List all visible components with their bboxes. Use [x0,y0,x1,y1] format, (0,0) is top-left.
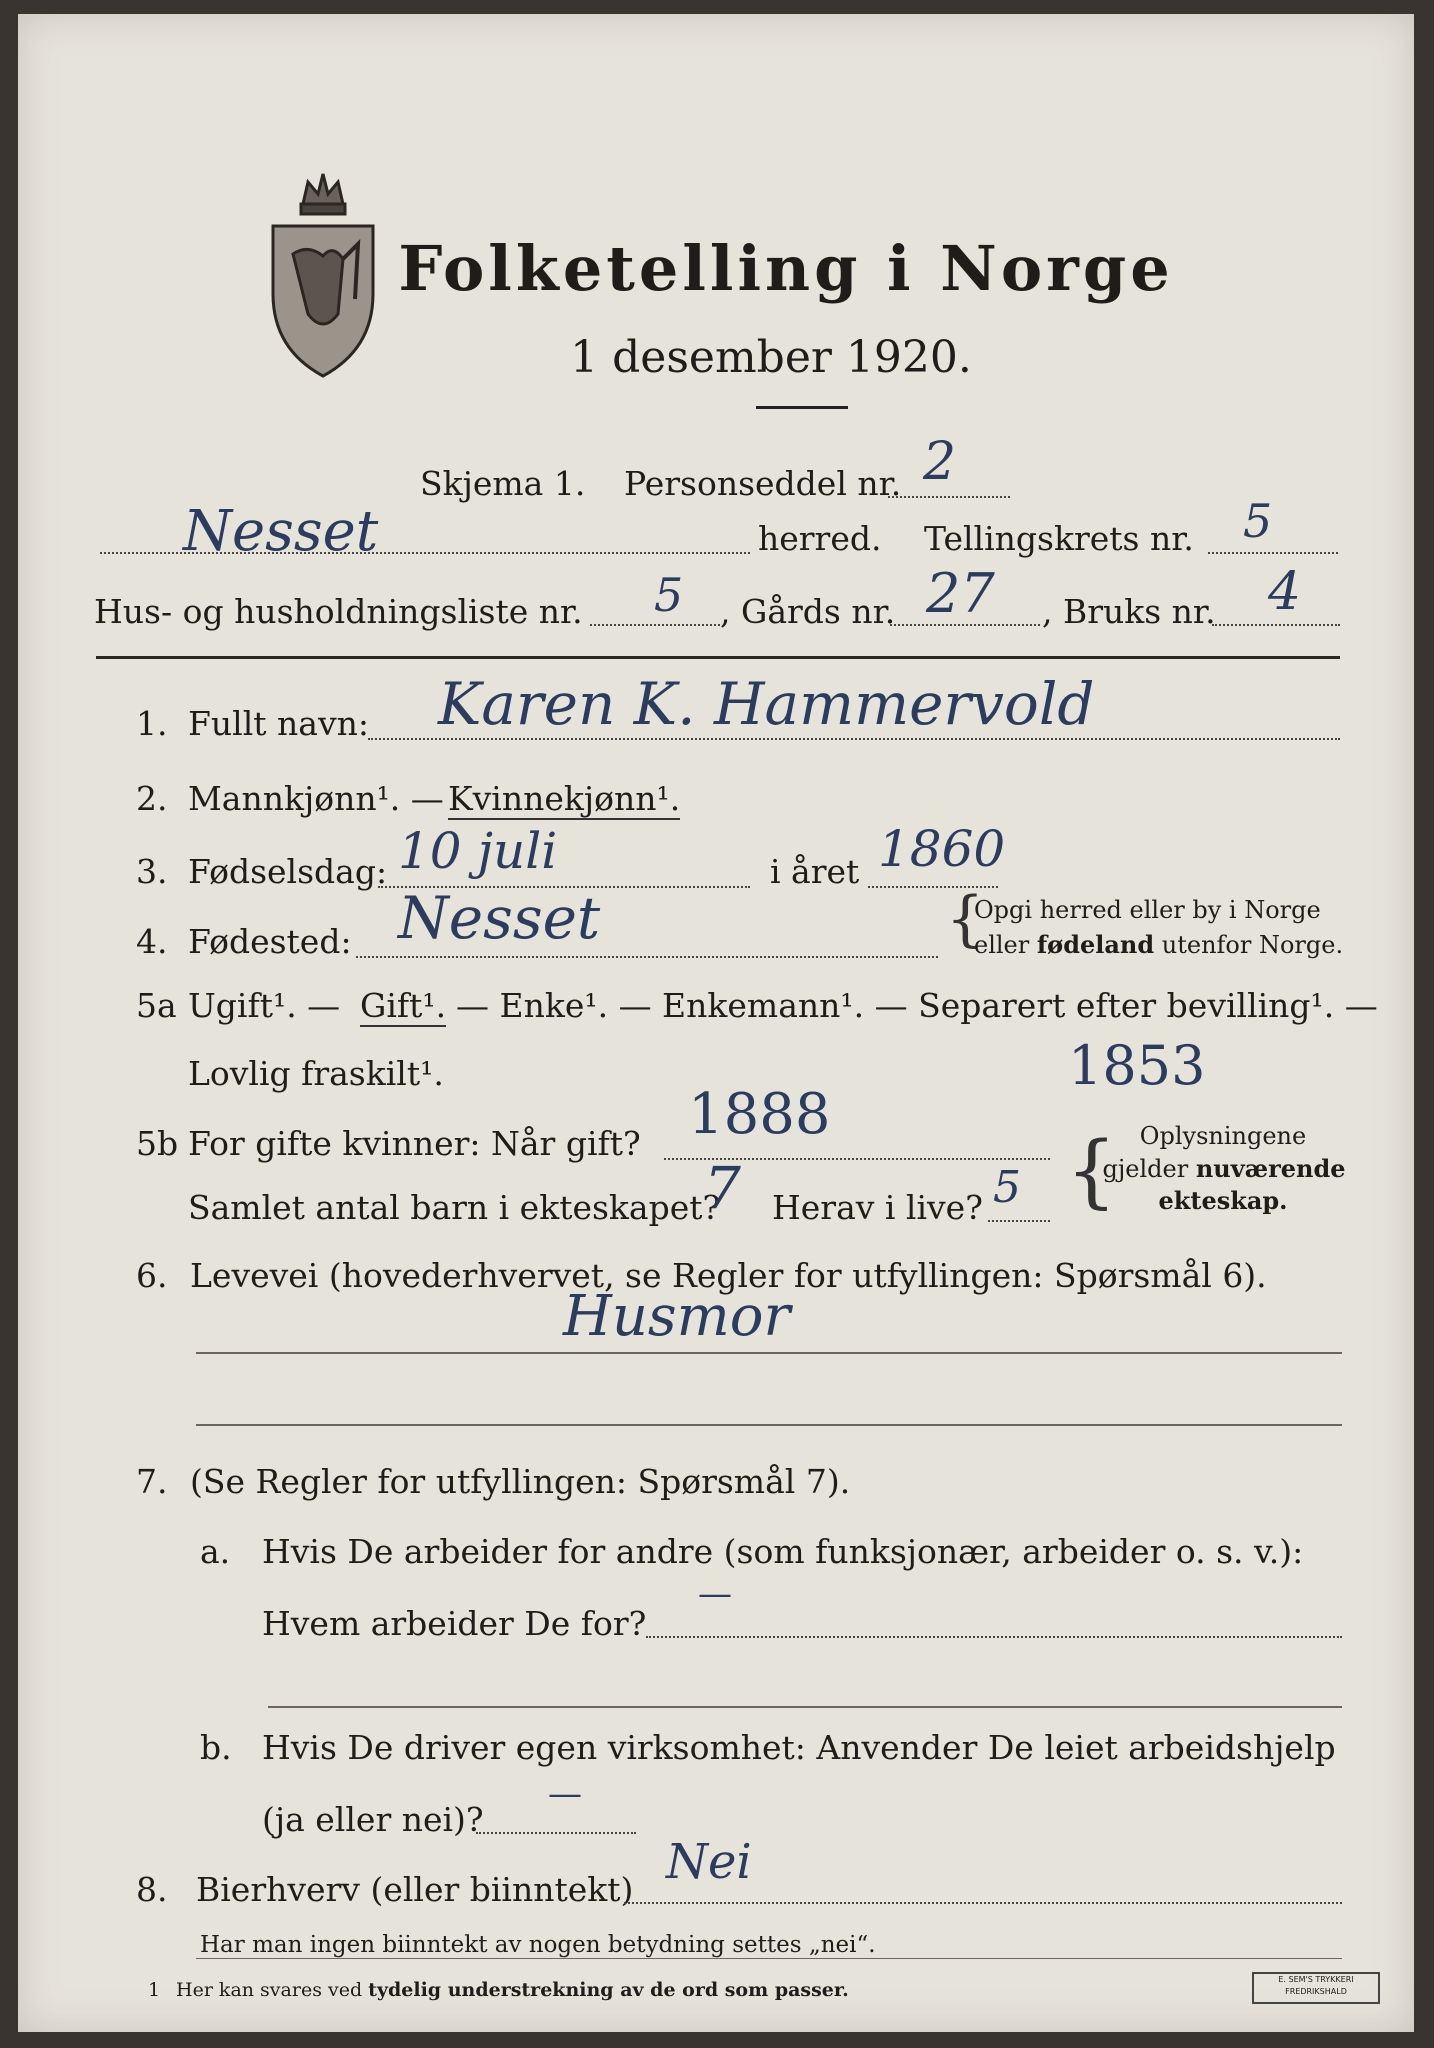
printer-stamp: E. SEM'S TRYKKERI FREDRIKSHALD [1252,1972,1380,2004]
q5a-number: 5a [136,986,177,1025]
bruks-label: , Bruks nr. [1042,592,1216,631]
q4-label: Fødested: [188,922,352,961]
q5b-label: For gifte kvinner: Når gift? [188,1124,641,1163]
q7a-letter: a. [200,1532,231,1571]
q7a-sub-label: Hvem arbeider De for? [262,1604,647,1643]
q5b-number: 5b [136,1124,179,1163]
header-rule [96,656,1340,659]
margin-note-value: 1853 [1068,1034,1206,1097]
q5b-note-line1: Oplysningene [1139,1122,1307,1150]
employer-value[interactable]: — [698,1574,732,1614]
side-income-value[interactable]: Nei [666,1834,752,1890]
birthplace-value[interactable]: Nesset [398,884,601,952]
married-year-value[interactable]: 1888 [688,1082,831,1147]
gards-value[interactable]: 27 [926,562,995,625]
q6-number: 6. [136,1256,168,1295]
q4-number: 4. [136,922,168,961]
hus-value[interactable]: 5 [654,568,684,622]
q1-number: 1. [136,704,168,743]
gift-option-underlined[interactable]: Gift¹. [360,986,447,1025]
alive-value[interactable]: 5 [993,1162,1021,1213]
q7-number: 7. [136,1462,168,1501]
gards-label: , Gårds nr. [720,592,896,631]
female-option-underlined[interactable]: Kvinnekjønn¹. [448,779,681,818]
skjema-label: Skjema 1. [420,464,586,503]
personseddel-value[interactable]: 2 [923,432,957,492]
census-form-sheet: Folketelling i Norge 1 desember 1920. Skjema 1. Personseddel nr. 2 Nesset herred. Tellingskrets nr. 5 Hus- og husholdningsliste nr. 5 , Gårds nr. 27 , Bruks nr. 4 1. Fullt navn: Karen K. Hammervold 2. Mannkjønn¹. — Kvinnekjønn¹. 3. Fødselsdag: 10 juli i året 1860 4. Fødested: Nesset { Opgi herred eller by i Norge eller fødeland utenfor Norge. 5a Ugift¹. — Gift¹. — Enke¹. — Enkemann¹. — Separert efter bevilling¹. — Lovlig fraskilt¹. 1853 5b For gifte kvinner: Når gift? 1888 Samlet antal barn i ekteskapet? 7 Herav i live? 5 { Oplysningene gjelder nuværende ekteskap. 6. Levevei (hovederhvervet, se Regler for utfyllingen: Spørsmål 6). Husmor 7. (Se Regler for utfyllingen: Spørsmål 7). a. Hvis De arbeider for andre (som funksjonær, arbeider o. s. v.): Hvem arbeider De for? — b. Hvis De driver egen virksomhet: Anvender De leiet arbeidshjelp (ja eller nei)? — 8. Bierhverv (eller biinntekt) Nei Har man ingen biinntekt av nogen betydning settes „nei“. 1 Her kan svares ved tydelig understrekning av de ord som passer. E. SEM'S TRYKKERI FREDRIKSHALD [18,14,1414,2032]
q3-number: 3. [136,852,168,891]
q4-note-line1: Opgi herred eller by i Norge [974,896,1321,924]
title-divider [756,406,848,409]
form-date: 1 desember 1920. [570,332,972,383]
birthday-value[interactable]: 10 juli [398,822,558,880]
personseddel-label: Personseddel nr. [624,464,902,503]
q8-label: Bierhverv (eller biinntekt) [196,1870,634,1909]
q7-label: (Se Regler for utfyllingen: Spørsmål 7). [190,1462,851,1501]
male-option[interactable]: Mannkjønn¹. — [188,779,444,818]
q7b-sub-label: (ja eller nei)? [262,1800,484,1839]
q4-note-line2: eller fødeland utenfor Norge. [974,930,1344,959]
birth-year-value[interactable]: 1860 [878,820,1006,878]
footnote-text: Her kan svares ved tydelig understrekning av de ord som passer. [176,1979,849,2001]
hus-label: Hus- og husholdningsliste nr. [94,592,583,631]
q7b-label: Hvis De driver egen virksomhet: Anvender De leiet arbeidshjelp [262,1728,1336,1767]
q5b-note-line3: ekteskap. [1158,1186,1288,1215]
occupation-value[interactable]: Husmor [563,1284,791,1349]
children-value[interactable]: 7 [704,1154,741,1222]
q5a-other-options[interactable]: — Enke¹. — Enkemann¹. — Separert efter bevilling¹. — [456,986,1378,1025]
tellingskrets-value[interactable]: 5 [1243,494,1273,548]
footer-note: Har man ingen biinntekt av nogen betydning settes „nei“. [200,1932,876,1958]
q6-label: Levevei (hovederhvervet, se Regler for utfyllingen: Spørsmål 6). [190,1256,1267,1295]
full-name-value[interactable]: Karen K. Hammervold [438,670,1095,738]
q5b-note-line2: gjelder nuværende [1102,1154,1346,1183]
q8-number: 8. [136,1870,168,1909]
hired-help-value[interactable]: — [548,1774,582,1814]
q1-label: Fullt navn: [188,704,369,743]
q2-number: 2. [136,779,168,818]
alive-label: Herav i live? [772,1188,983,1227]
tellingskrets-label: Tellingskrets nr. [924,519,1194,558]
footnote-number: 1 [148,1979,161,2001]
herred-value[interactable]: Nesset [183,499,379,564]
year-label: i året [770,852,860,891]
form-title: Folketelling i Norge [398,232,1174,305]
ugift-option[interactable]: Ugift¹. — [188,986,341,1025]
herred-label: herred. [758,519,882,558]
q7b-letter: b. [200,1728,232,1767]
q3-label: Fødselsdag: [188,852,388,891]
lovlig-fraskilt-option[interactable]: Lovlig fraskilt¹. [188,1054,444,1093]
bruks-value[interactable]: 4 [1268,562,1302,622]
children-label: Samlet antal barn i ekteskapet? [188,1188,721,1227]
q7a-label: Hvis De arbeider for andre (som funksjonær, arbeider o. s. v.): [262,1532,1304,1571]
